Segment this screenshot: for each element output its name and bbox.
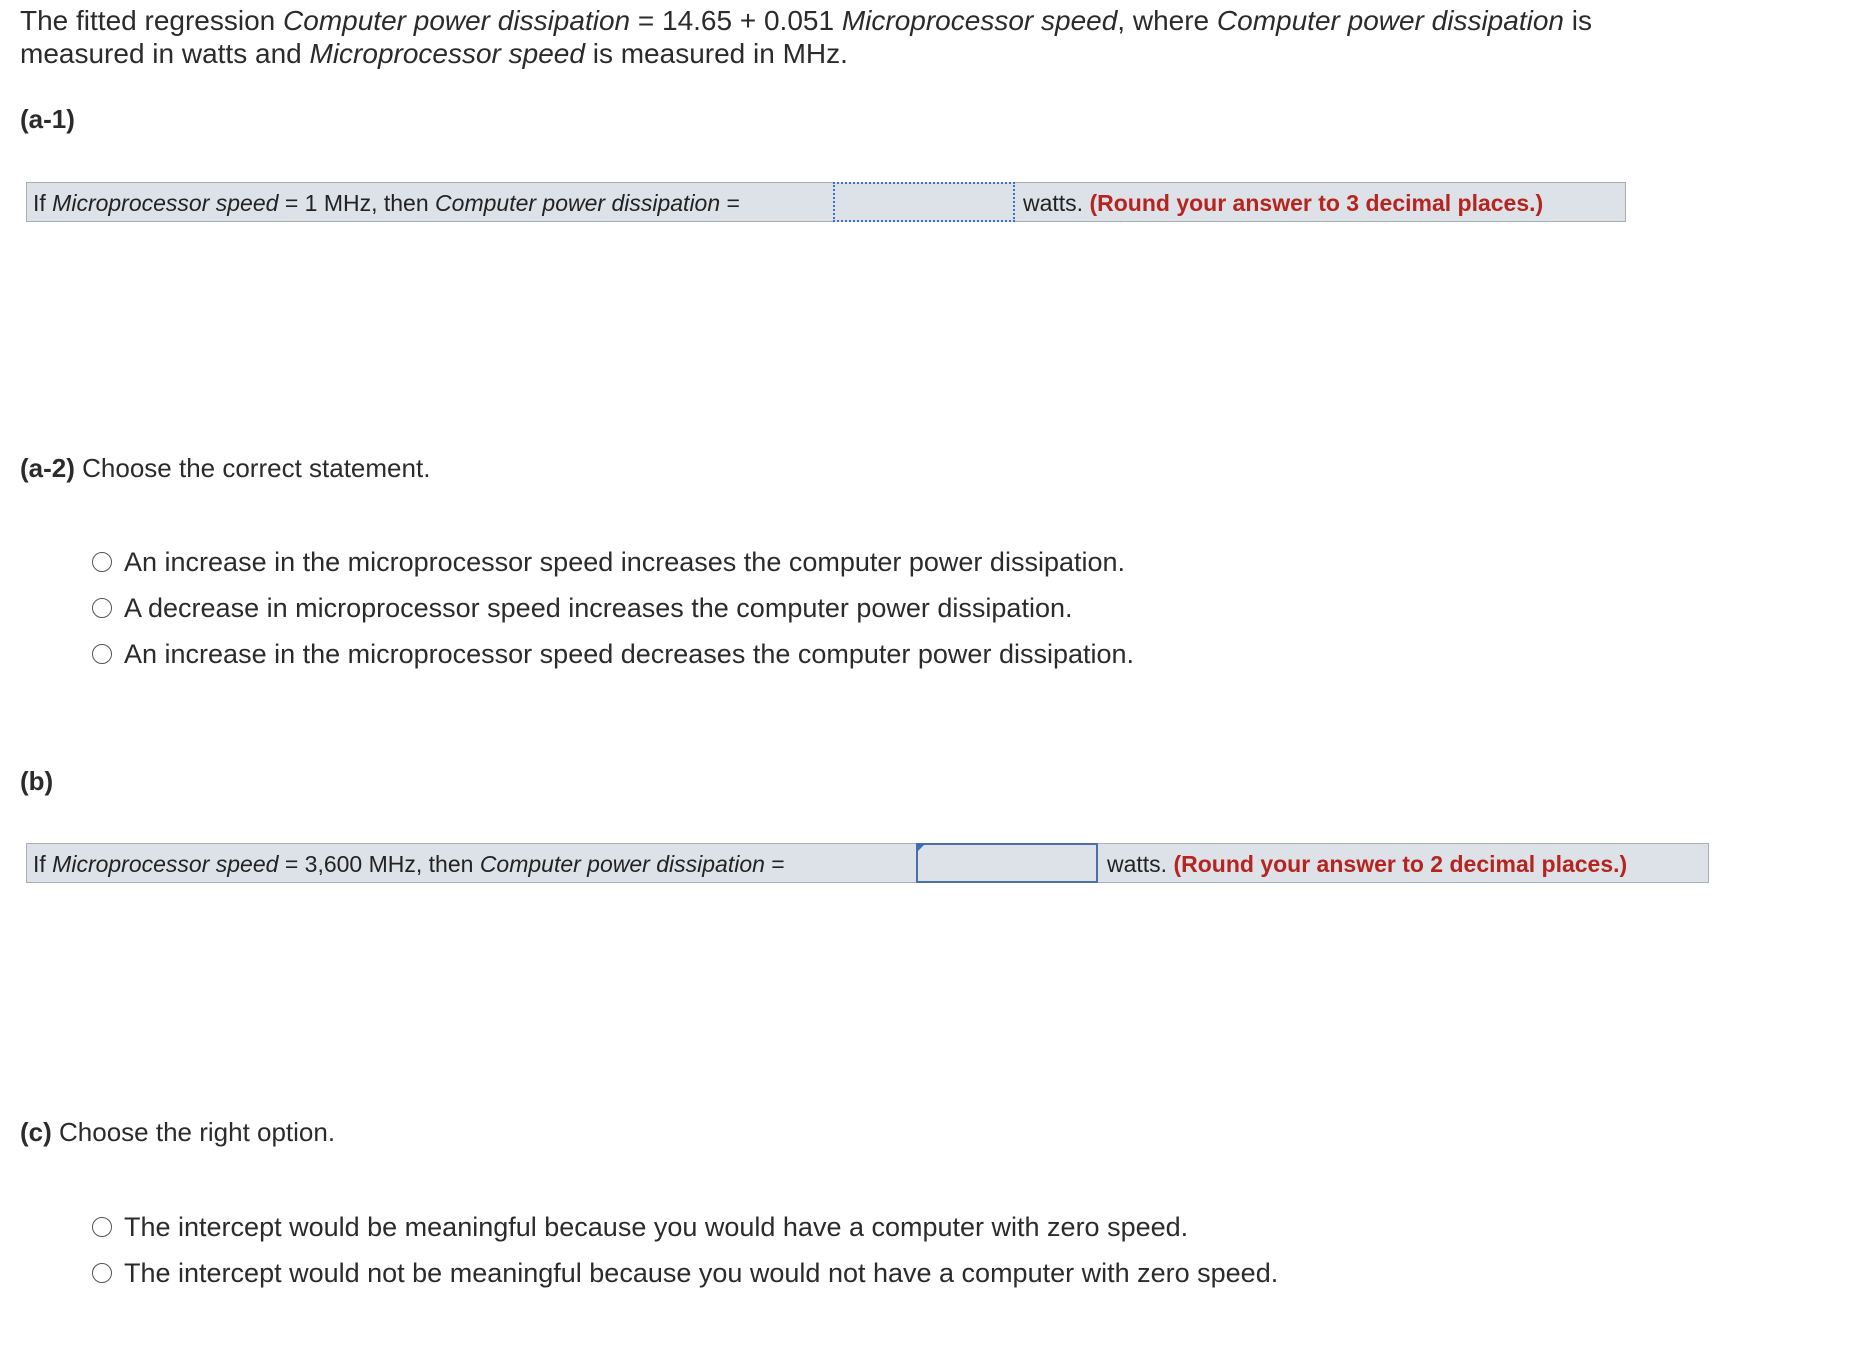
radio-option-label: The intercept would be meaningful because you would have a computer with zero speed.	[124, 1211, 1189, 1242]
radio-button[interactable]	[92, 1263, 112, 1283]
radio-button[interactable]	[92, 644, 112, 664]
radio-option[interactable]	[92, 1250, 1278, 1296]
problem-statement	[20, 4, 1640, 70]
rounding-hint: (Round your answer to 3 decimal places.)	[1089, 190, 1544, 216]
part-a2-label: (a-2) Choose the correct statement.	[20, 453, 431, 483]
radio-button[interactable]	[92, 598, 112, 618]
answer-row-b	[26, 843, 1709, 883]
unit-label: watts.	[1107, 851, 1168, 877]
answer-prompt-b: If Microprocessor speed = 3,600 MHz, then Computer power dissipation =	[33, 851, 785, 877]
answer-row-a1	[26, 182, 1626, 222]
radio-option-label: An increase in the microprocessor speed increases the computer power dissipation.	[124, 546, 1126, 577]
rounding-hint: (Round your answer to 2 decimal places.)	[1173, 851, 1628, 877]
var-speed: Microprocessor speed	[841, 5, 1118, 36]
answer-suffix-b	[1107, 851, 1627, 878]
answer-prompt-a1: If Microprocessor speed = 1 MHz, then Computer power dissipation =	[33, 190, 740, 216]
radio-option-label: The intercept would not be meaningful because you would not have a computer with zero speed.	[124, 1257, 1279, 1288]
var-power: Computer power dissipation	[1216, 5, 1564, 36]
intro-text: The fitted regression	[20, 5, 284, 36]
part-a2-prompt: Choose the correct statement.	[74, 453, 431, 483]
radio-option[interactable]	[92, 539, 1134, 585]
radio-option[interactable]	[92, 585, 1134, 631]
radio-group-c	[92, 1204, 1278, 1296]
radio-group-a2	[92, 539, 1134, 677]
intro-text: , where	[1117, 5, 1217, 36]
var-power: Computer power dissipation	[283, 5, 631, 36]
part-a1-label: (a-1)	[20, 104, 75, 134]
radio-button[interactable]	[92, 1217, 112, 1237]
radio-option-label: A decrease in microprocessor speed increases the computer power dissipation.	[124, 592, 1073, 623]
answer-input-a1[interactable]	[833, 182, 1015, 222]
part-b-label: (b)	[20, 766, 54, 796]
intro-text: = 14.65 + 0.051	[630, 5, 842, 36]
answer-input-b[interactable]	[916, 843, 1098, 883]
var-speed: Microprocessor speed	[309, 38, 585, 69]
radio-option[interactable]	[92, 631, 1134, 677]
part-c-label: (c) Choose the right option.	[20, 1117, 336, 1147]
intro-text: is measured in watts and	[20, 5, 1592, 69]
radio-button[interactable]	[92, 552, 112, 572]
radio-option-label: An increase in the microprocessor speed decreases the computer power dissipation.	[124, 638, 1135, 669]
intro-text: is measured in MHz.	[584, 38, 848, 69]
flag-icon	[917, 844, 925, 852]
unit-label: watts.	[1023, 190, 1084, 216]
part-c-prompt: Choose the right option.	[51, 1117, 336, 1147]
radio-option[interactable]	[92, 1204, 1278, 1250]
answer-suffix-a1	[1023, 190, 1543, 217]
